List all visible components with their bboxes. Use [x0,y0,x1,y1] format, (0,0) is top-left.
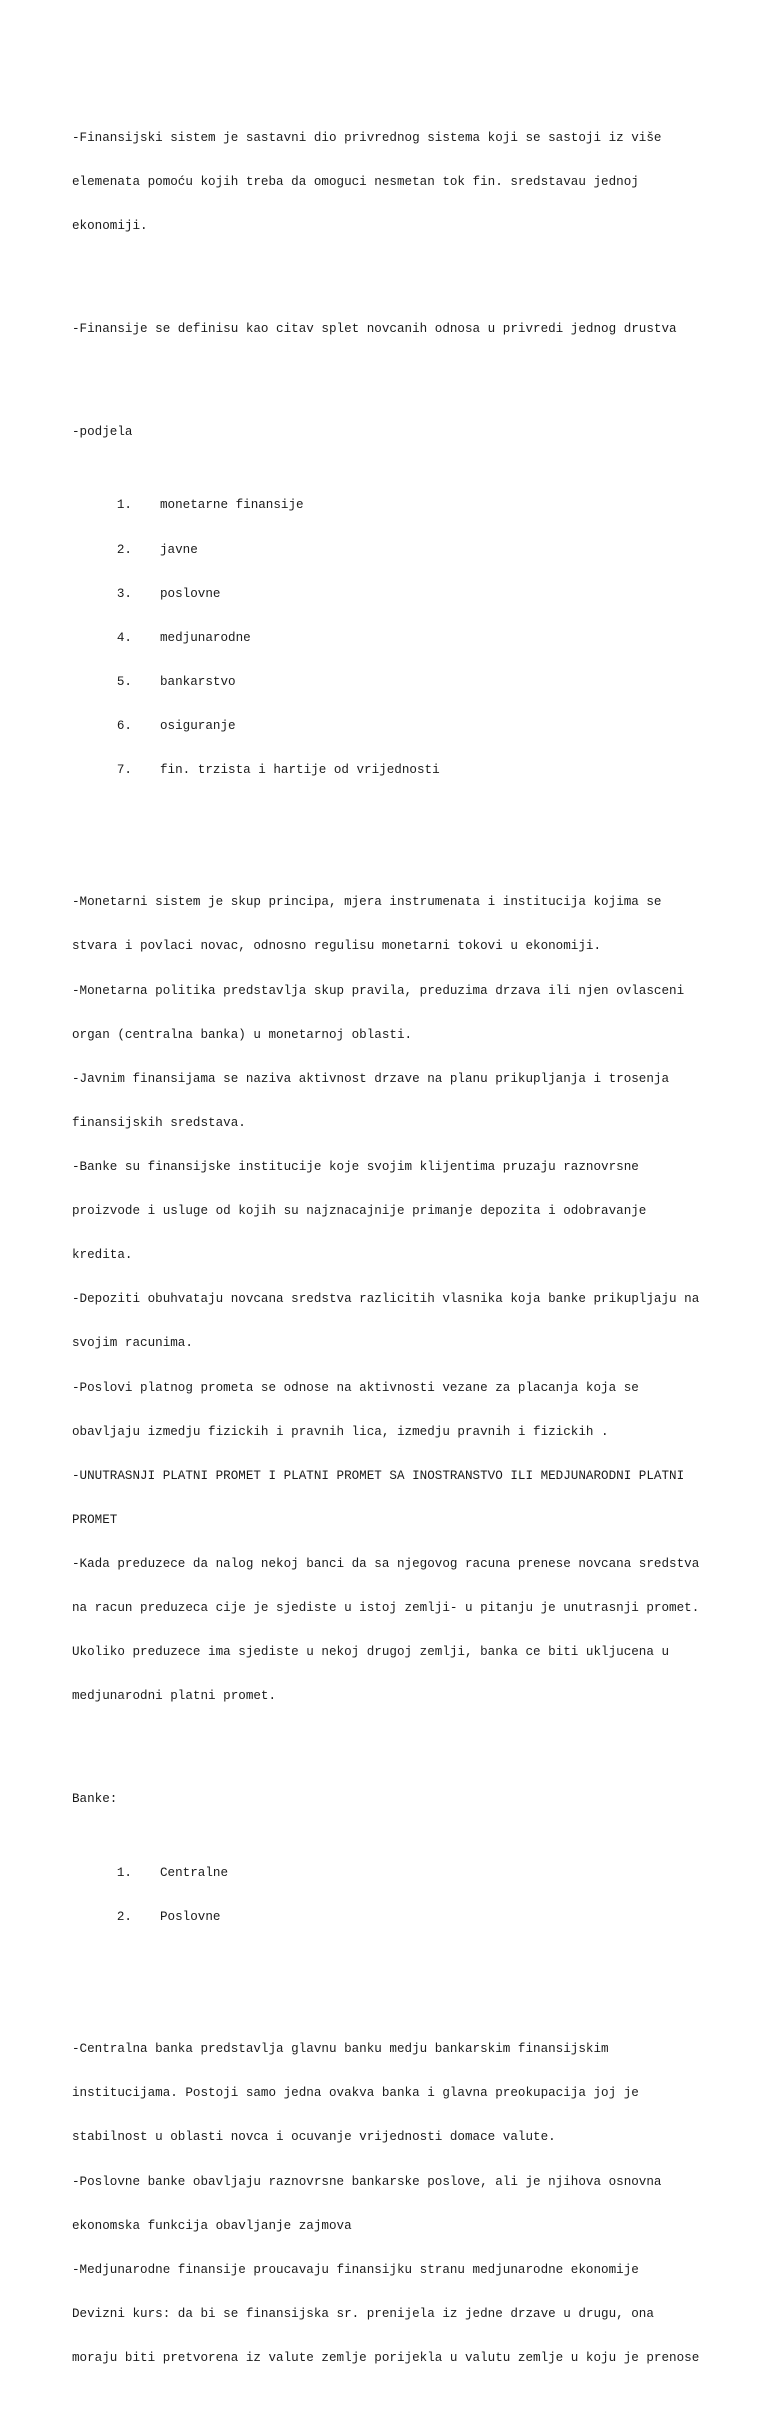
text-line: Ukoliko preduzece ima sjediste u nekoj drugoj zemlji, banka ce biti ukljucena u [72,1645,670,1660]
text-line: moraju biti pretvorena iz valute zemlje porijekla u valutu zemlje u koju je prenose [72,2350,700,2365]
text-line: medjunarodni platni promet. [72,1689,277,1704]
list-item [72,719,702,734]
text-line: -Javnim finansijama se naziva aktivnost drzave na planu prikupljanja i trosenja [72,1071,670,1086]
list-item-number: 1. [116,498,132,513]
text-line: stvara i povlaci novac, odnosno regulisu monetarni tokovi u ekonomiji. [72,939,602,954]
banke-list [72,1836,702,1954]
podjela-label: -podjela [72,424,133,439]
text-line: -Banke su finansijske institucije koje svojim klijentima pruzaju raznovrsne [72,1160,639,1175]
list-item [72,675,702,690]
text-line: organ (centralna banka) u monetarnoj oblasti. [72,1027,413,1042]
text-line: ekonomiji. [72,219,148,234]
list-item-number: 5. [116,674,132,689]
list-item [72,587,702,602]
text-line: proizvode i usluge od kojih su najznacajnije primanje depozita i odobravanje [72,1204,647,1219]
text-line: -Depoziti obuhvataju novcana sredstva razlicitih vlasnika koja banke prikupljaju na [72,1292,700,1307]
text-line: na racun preduzeca cije je sjediste u istoj zemlji- u pitanju je unutrasnji promet. [72,1601,700,1616]
list-item-text: Centralne [160,1865,229,1880]
list-item-text: javne [160,542,198,557]
list-item [72,631,702,646]
podjela-list [72,469,702,807]
podjela-section [72,395,702,836]
text-line: -Medjunarodne finansije proucavaju finansijku stranu medjunarodne ekonomije [72,2262,639,2277]
list-item-text: monetarne finansije [160,498,304,513]
list-item [72,543,702,558]
list-item-text: poslovne [160,586,221,601]
text-line: kredita. [72,1248,133,1263]
text-line: -Finansije se definisu kao citav splet novcanih odnosa u privredi jednog drustva [72,321,677,336]
list-item-number: 4. [116,630,132,645]
text-line: institucijama. Postoji samo jedna ovakva banka i glavna preokupacija joj je [72,2086,639,2101]
text-line: -Poslovi platnog prometa se odnose na aktivnosti vezane za placanja koja se [72,1380,639,1395]
text-line: elemenata pomoću kojih treba da omoguci nesmetan tok fin. sredstavau jednoj [72,174,639,189]
list-item [72,498,702,513]
text-line: finansijskih sredstava. [72,1115,246,1130]
list-item-number: 6. [116,718,132,733]
list-item [72,1910,702,1925]
document-body [72,72,702,2425]
text-line: stabilnost u oblasti novca i ocuvanje vrijednosti domace valute. [72,2130,556,2145]
text-line: -Monetarni sistem je skup principa, mjera instrumenata i institucija kojima se [72,895,662,910]
text-line: -Monetarna politika predstavlja skup pravila, preduzima drzava ili njen ovlasceni [72,983,685,998]
list-item [72,763,702,778]
list-item [72,1866,702,1881]
paragraph-definitions [72,866,702,1733]
text-line: PROMET [72,1512,118,1527]
paragraph-banks [72,2013,702,2395]
list-item-text: Poslovne [160,1909,221,1924]
paragraph-finansije-definicija [72,293,702,367]
list-item-text: osiguranje [160,718,236,733]
banke-section [72,1763,702,1984]
text-line: -UNUTRASNJI PLATNI PROMET I PLATNI PROMET SA INOSTRANSTVO ILI MEDJUNARODNI PLATNI [72,1468,685,1483]
text-line: -Centralna banka predstavlja glavnu banku medju bankarskim finansijskim [72,2042,609,2057]
text-line: -Finansijski sistem je sastavni dio privrednog sistema koji se sastoji iz više [72,130,662,145]
text-line: obavljaju izmedju fizickih i pravnih lica, izmedju pravnih i fizickih . [72,1424,609,1439]
list-item-number: 3. [116,586,132,601]
list-item-number: 2. [116,1909,132,1924]
text-line: Devizni kurs: da bi se finansijska sr. prenijela iz jedne drzave u drugu, ona [72,2306,654,2321]
list-item-number: 1. [116,1865,132,1880]
paragraph-finansijski-sistem [72,101,702,263]
text-line: -Poslovne banke obavljaju raznovrsne bankarske poslove, ali je njihova osnovna [72,2174,662,2189]
text-line: -Kada preduzece da nalog nekoj banci da sa njegovog racuna prenese novcana sredstva [72,1557,700,1572]
list-item-text: bankarstvo [160,674,236,689]
list-item-text: fin. trzista i hartije od vrijednosti [160,763,440,778]
list-item-number: 7. [116,763,132,778]
text-line: ekonomska funkcija obavljanje zajmova [72,2218,352,2233]
list-item-number: 2. [116,542,132,557]
text-line: svojim racunima. [72,1336,193,1351]
list-item-text: medjunarodne [160,630,251,645]
banke-label: Banke: [72,1792,118,1807]
